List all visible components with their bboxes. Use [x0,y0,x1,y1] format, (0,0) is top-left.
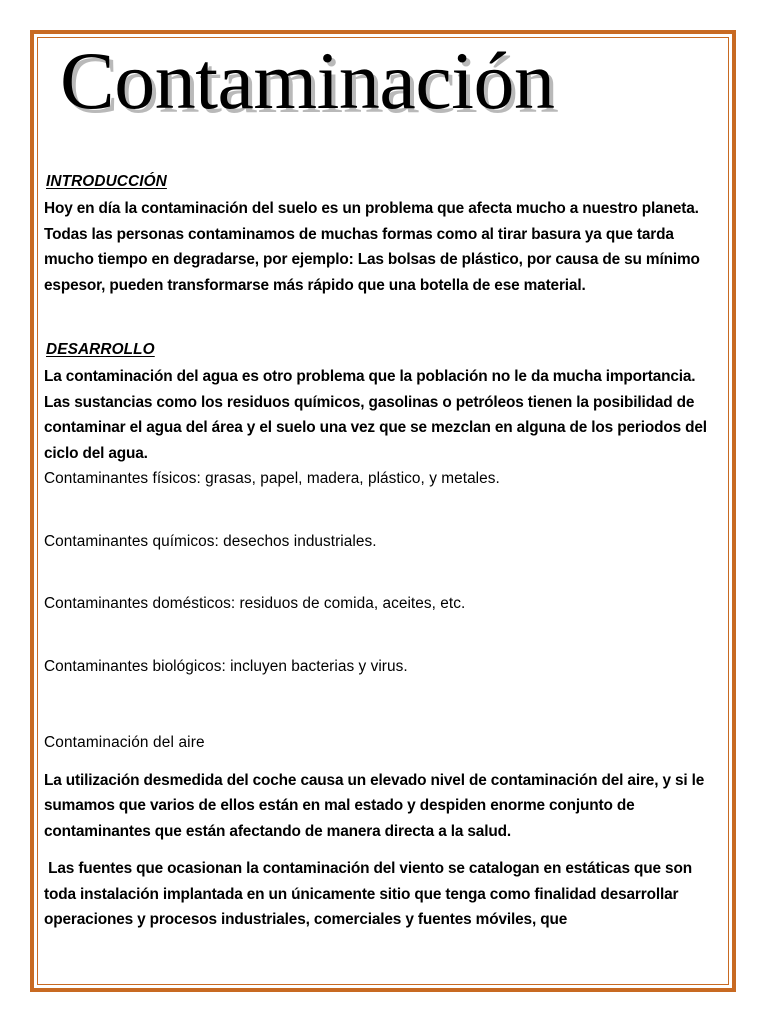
title-block [44,35,722,170]
contaminant-line-biologicos: Contaminantes biológicos: incluyen bacterias y virus. [44,657,408,675]
aire-paragraph-2: Las fuentes que ocasionan la contaminación del viento se catalogan en estáticas que son toda instalación implantada en un únicamente sitio que tenga como finalidad desarrollar operaciones y procesos industriales, comerciales y fuentes móviles, que [44,860,697,928]
document-content [44,35,722,933]
spacer-contaminants-1 [44,492,722,517]
subheading-contaminacion-aire: Contaminación del aire [44,734,205,751]
spacer-after-aire-subheading [44,756,722,768]
spacer-contaminants-1b [44,517,722,529]
spacer-contaminants-2b [44,579,722,591]
desarrollo-heading-wrap [46,338,722,362]
contaminant-line-quimicos: Contaminantes químicos: desechos industriales. [44,532,377,550]
section-heading-introduccion: INTRODUCCIÓN [46,173,167,190]
page-title: Contaminación [60,35,555,126]
introduccion-heading-wrap [46,170,722,194]
introduccion-paragraph: Hoy en día la contaminación del suelo es un problema que afecta mucho a nuestro planeta. Todas las personas contaminamos de muchas formas como al tirar basura ya que tarda mucho tiempo en degradarse, por ejemplo: Las bolsas de plástico, por causa de su mínimo espesor, pueden transformarse más rápido que una botella de ese material. [44,200,704,294]
spacer-before-aire [44,679,722,704]
section-heading-desarrollo: DESARROLLO [46,341,155,358]
spacer-contaminants-3b [44,642,722,654]
spacer-before-aire-b [44,704,722,730]
aire-paragraph-1: La utilización desmedida del coche causa un elevado nivel de contaminación del aire, y si le sumamos que varios de ellos están en mal estado y despiden enorme conjunto de contaminantes que están afectando de manera directa a la salud. [44,771,709,840]
desarrollo-paragraph: La contaminación del agua es otro problema que la población no le da mucha importancia. Las sustancias como los residuos químicos, gasolinas o petróleos tienen la posibilidad de contaminar el agua del área y el suelo una vez que se mezclan en alguna de los periodos del ciclo del agua. [44,368,712,462]
spacer-between-aire-paragraphs [44,844,722,856]
spacer-contaminants-3 [44,617,722,642]
contaminant-line-fisicos: Contaminantes físicos: grasas, papel, madera, plástico, y metales. [44,470,500,487]
spacer-contaminants-2 [44,554,722,579]
spacer-after-introduccion [44,298,722,338]
contaminant-line-domesticos: Contaminantes domésticos: residuos de comida, aceites, etc. [44,595,466,612]
